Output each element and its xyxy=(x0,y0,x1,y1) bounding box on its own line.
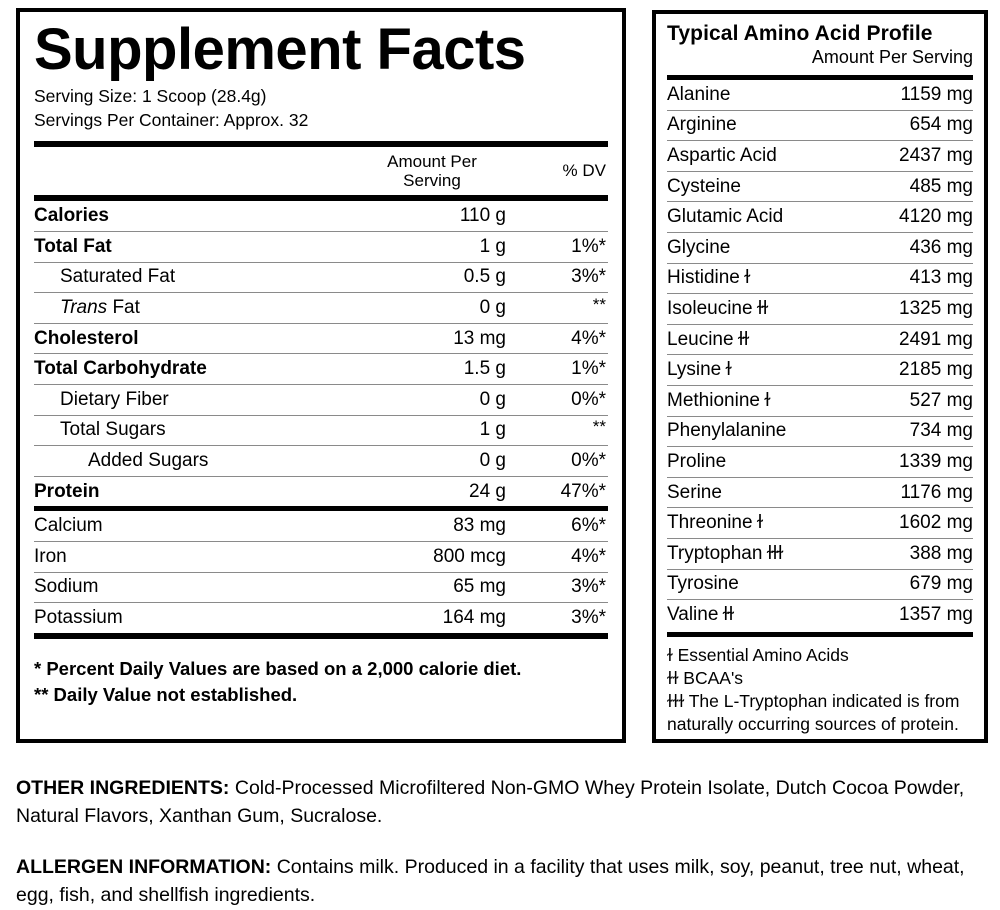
amino-row-name: Histidine ɫ xyxy=(667,267,750,289)
nutrition-row xyxy=(34,324,608,354)
amino-row-value: 1159 mg xyxy=(900,83,973,105)
amino-row-name: Serine xyxy=(667,481,722,503)
nutrition-row-dv: 4%* xyxy=(571,545,606,567)
nutrition-row-name: Calcium xyxy=(34,515,103,537)
amino-row xyxy=(667,111,973,141)
nutrition-row xyxy=(34,477,608,507)
nutrition-row xyxy=(34,542,608,572)
nutrition-row-dv: 3%* xyxy=(571,576,606,598)
amino-divider-bottom xyxy=(667,632,973,637)
nutrition-row xyxy=(34,293,608,323)
amino-row xyxy=(667,478,973,508)
nutrition-row xyxy=(34,354,608,384)
serving-info xyxy=(34,85,608,132)
nutrition-row-dv: 0%* xyxy=(571,388,606,410)
other-ingredients-text: Cold-Processed Microfiltered Non-GMO Whey Protein Isolate, Dutch Cocoa Powder, Natural Flavors, Xanthan Gum, Sucralose. xyxy=(16,777,965,827)
amino-footnote: ɫɫ BCAA's xyxy=(667,667,744,688)
amino-row-name: Methionine ɫ xyxy=(667,389,770,411)
nutrition-row-dv: 4%* xyxy=(571,327,606,349)
divider-thick-bottom xyxy=(34,633,608,639)
nutrition-row-amount: 800 mcg xyxy=(433,545,506,567)
nutrition-row-name: Potassium xyxy=(34,606,123,628)
amino-row xyxy=(667,539,973,569)
amino-row-value: 1602 mg xyxy=(899,512,973,534)
amino-row-name: Glutamic Acid xyxy=(667,206,784,228)
nutrition-row-name: Trans Fat xyxy=(60,296,140,318)
servings-per-container: Servings Per Container: Approx. 32 xyxy=(34,109,309,130)
nutrition-row xyxy=(34,603,608,633)
nutrition-row-name: Iron xyxy=(34,545,67,567)
amino-row-name: Tryptophan ɫɫɫ xyxy=(667,542,783,564)
daily-value-footnotes xyxy=(34,656,608,709)
amino-row xyxy=(667,417,973,447)
amino-footnotes xyxy=(667,644,973,737)
nutrition-row-name: Added Sugars xyxy=(88,449,209,471)
supplement-facts-panel xyxy=(16,8,626,743)
amino-row xyxy=(667,141,973,171)
amino-row xyxy=(667,233,973,263)
amino-footnote-marker: ɫ xyxy=(721,359,731,381)
amino-row xyxy=(667,80,973,110)
amino-row-name: Phenylalanine xyxy=(667,420,787,442)
nutrition-row-dv: 1%* xyxy=(571,358,606,380)
amino-row-value: 413 mg xyxy=(909,267,973,289)
nutrition-row xyxy=(34,232,608,262)
amino-row-value: 2491 mg xyxy=(899,328,973,350)
daily-value-footnote: ** Daily Value not established. xyxy=(34,683,298,705)
nutrition-row-dv: ** xyxy=(592,294,606,314)
amino-row-value: 436 mg xyxy=(909,236,973,258)
nutrition-row-amount: 13 mg xyxy=(453,327,506,349)
amino-row-value: 2437 mg xyxy=(899,144,973,166)
amino-footnote-marker: ɫ xyxy=(759,389,770,411)
nutrition-row-name: Cholesterol xyxy=(34,327,139,349)
amino-row-name: Arginine xyxy=(667,114,737,136)
nutrition-row-amount: 0 g xyxy=(479,388,506,410)
nutrition-row-dv: 3%* xyxy=(571,606,606,628)
nutrition-row-amount: 24 g xyxy=(469,480,506,502)
amino-footnote-marker: ɫɫɫ xyxy=(762,542,783,564)
amino-row-value: 654 mg xyxy=(909,114,973,136)
amino-row-value: 1176 mg xyxy=(900,481,973,503)
allergen-information xyxy=(16,854,984,909)
amino-row-name: Valine ɫɫ xyxy=(667,603,734,625)
amino-footnote-marker: ɫɫ xyxy=(752,297,768,319)
amino-footnote-marker: ɫɫ xyxy=(718,603,734,625)
amino-row-value: 1325 mg xyxy=(899,297,973,319)
nutrition-row-amount: 0 g xyxy=(479,449,506,471)
amino-row-value: 679 mg xyxy=(909,573,973,595)
nutrition-row xyxy=(34,446,608,476)
nutrition-row-dv: 1%* xyxy=(571,235,606,257)
header-amount-line1: Amount Per xyxy=(387,152,477,172)
amino-footnote: ɫ Essential Amino Acids xyxy=(667,644,849,665)
amino-row xyxy=(667,600,973,630)
amino-row-name: Cysteine xyxy=(667,175,741,197)
amino-row xyxy=(667,172,973,202)
amino-row xyxy=(667,202,973,232)
nutrition-row xyxy=(34,511,608,541)
amino-row xyxy=(667,508,973,538)
amino-row-value: 527 mg xyxy=(909,389,973,411)
amino-row xyxy=(667,447,973,477)
allergen-text: Contains milk. Produced in a facility that uses milk, soy, peanut, tree nut, wheat, egg, fish, and shellfish ingredients. xyxy=(16,856,965,907)
nutrition-row-name: Dietary Fiber xyxy=(60,388,169,410)
nutrition-row-amount: 1.5 g xyxy=(463,358,506,380)
header-amount-per-serving xyxy=(342,152,522,190)
amino-profile-title: Typical Amino Acid Profile xyxy=(667,22,933,45)
page-title: Supplement Facts xyxy=(34,17,526,82)
nutrition-table xyxy=(34,201,608,632)
nutrition-row-dv: 0%* xyxy=(571,449,606,471)
amino-acid-profile-panel xyxy=(652,10,988,743)
nutrition-row-name: Sodium xyxy=(34,576,99,598)
daily-value-footnote: * Percent Daily Values are based on a 2,000 calorie diet. xyxy=(34,657,522,679)
nutrition-row-amount: 0 g xyxy=(479,296,506,318)
header-percent-dv: % DV xyxy=(562,161,606,181)
amino-row-value: 1357 mg xyxy=(899,603,973,625)
amino-row-value: 388 mg xyxy=(909,542,973,564)
amino-profile-subtitle: Amount Per Serving xyxy=(811,47,973,67)
amino-row-value: 485 mg xyxy=(909,175,973,197)
nutrition-row-name-italic: Trans xyxy=(60,296,108,318)
amino-row-name: Tyrosine xyxy=(667,573,739,595)
nutrition-row xyxy=(34,201,608,231)
amino-footnote: ɫɫɫ The L-Tryptophan indicated is from naturally occurring sources of protein. xyxy=(667,691,960,735)
amino-row xyxy=(667,570,973,600)
amino-row-name: Proline xyxy=(667,450,727,472)
amino-row-value: 734 mg xyxy=(909,420,973,442)
amino-row xyxy=(667,355,973,385)
nutrition-row-amount: 1 g xyxy=(479,419,506,441)
amino-acid-table xyxy=(667,80,973,630)
nutrition-row-name: Calories xyxy=(34,205,109,227)
amino-row xyxy=(667,294,973,324)
amino-footnote-marker: ɫ xyxy=(752,512,763,534)
amino-row-name: Leucine ɫɫ xyxy=(667,328,749,350)
amino-row-value: 1339 mg xyxy=(899,450,973,472)
header-amount-line2: Serving xyxy=(403,171,461,191)
amino-footnote-marker: ɫɫ xyxy=(733,328,749,350)
nutrition-row-amount: 65 mg xyxy=(453,576,506,598)
nutrition-row-dv: ** xyxy=(592,417,606,437)
nutrition-row-name: Protein xyxy=(34,480,100,502)
other-ingredients-label: OTHER INGREDIENTS: xyxy=(16,777,230,799)
allergen-label: ALLERGEN INFORMATION: xyxy=(16,856,272,879)
nutrition-row-amount: 1 g xyxy=(479,235,506,257)
nutrition-row-amount: 0.5 g xyxy=(463,266,506,288)
nutrition-row-amount: 110 g xyxy=(459,205,506,227)
nutrition-row xyxy=(34,263,608,293)
nutrition-row-name: Saturated Fat xyxy=(60,266,176,288)
amino-row-name: Lysine ɫ xyxy=(667,359,731,381)
amino-row-name: Glycine xyxy=(667,236,731,258)
amino-row-name: Isoleucine ɫɫ xyxy=(667,297,768,319)
amino-footnote-marker: ɫ xyxy=(739,267,750,289)
amino-row xyxy=(667,325,973,355)
amino-row xyxy=(667,386,973,416)
bottom-text-block xyxy=(16,775,984,910)
amino-row xyxy=(667,264,973,294)
nutrition-row-dv: 3%* xyxy=(571,266,606,288)
nutrition-row-amount: 164 mg xyxy=(442,606,506,628)
nutrition-row-dv: 6%* xyxy=(571,515,606,537)
nutrition-row-name: Total Sugars xyxy=(60,419,166,441)
amino-row-value: 2185 mg xyxy=(899,359,973,381)
amino-row-name: Threonine ɫ xyxy=(667,512,763,534)
nutrition-row xyxy=(34,416,608,446)
nutrition-row xyxy=(34,573,608,603)
serving-size: Serving Size: 1 Scoop (28.4g) xyxy=(34,86,267,107)
nutrition-column-headers xyxy=(34,147,608,195)
nutrition-row-dv: 47%* xyxy=(560,480,606,502)
nutrition-row-name: Total Carbohydrate xyxy=(34,358,207,380)
amino-row-name: Alanine xyxy=(667,83,731,105)
nutrition-row-name: Total Fat xyxy=(34,235,112,257)
amino-row-name: Aspartic Acid xyxy=(667,144,777,166)
other-ingredients xyxy=(16,775,984,830)
amino-row-value: 4120 mg xyxy=(899,206,973,228)
nutrition-row xyxy=(34,385,608,415)
nutrition-row-amount: 83 mg xyxy=(453,515,506,537)
